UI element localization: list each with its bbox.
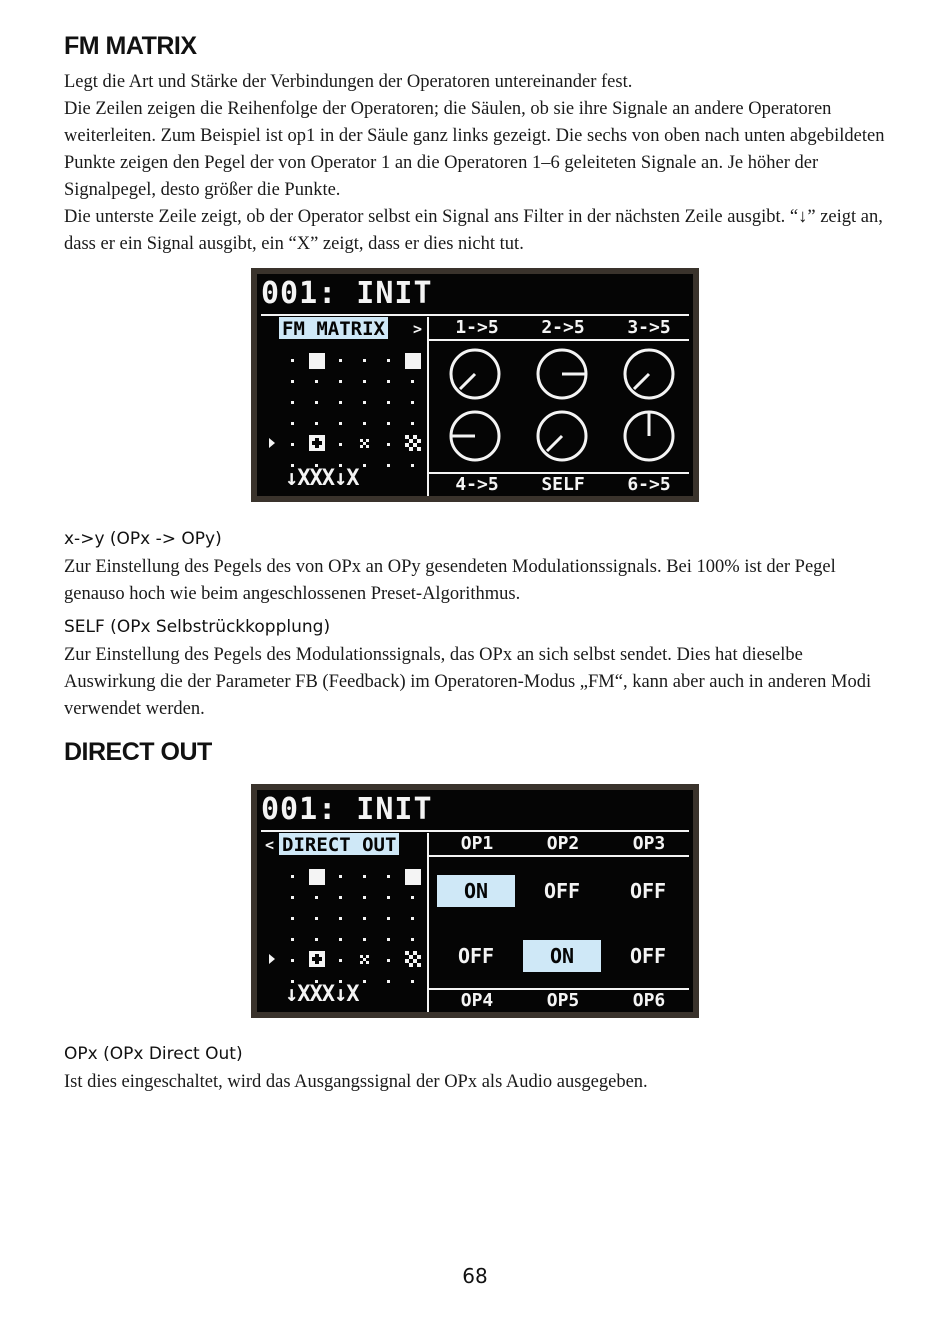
- matrix-cell-large: [405, 353, 421, 369]
- xy-description: Zur Einstellung des Pegels des von OPx an OPy gesendeten Modulationssignals. Bei 100% ist der Pegel genauso hoch wie beim angeschlossenen Preset-Algorithmus.: [64, 557, 836, 604]
- matrix-cell-checker: [405, 951, 421, 967]
- matrix-cell-medium: [360, 439, 369, 448]
- matrix-cell-large: [309, 353, 325, 369]
- divider: [429, 855, 689, 857]
- self-heading: SELF (OPx Selbstrückkopplung): [64, 617, 331, 637]
- direct-out-heading: DIRECT OUT: [64, 738, 212, 766]
- preset-title: 001: INIT: [261, 276, 433, 311]
- toggle-op2[interactable]: OFF: [543, 879, 581, 903]
- header-op5: OP5: [546, 990, 580, 1011]
- header-2-5: 2->5: [541, 317, 585, 338]
- operator-matrix: [257, 342, 429, 492]
- xy-heading: x->y (OPx -> OPy): [64, 529, 222, 549]
- opx-heading: OPx (OPx Direct Out): [64, 1044, 243, 1064]
- divider: [429, 339, 689, 341]
- knob-grid: [431, 344, 693, 472]
- divider: [261, 830, 689, 832]
- toggle-op5[interactable]: ON: [523, 940, 601, 972]
- opx-description: Ist dies eingeschaltet, wird das Ausgangssignal der OPx als Audio ausgegeben.: [64, 1072, 648, 1092]
- header-op2: OP2: [546, 833, 580, 854]
- param-tab-label: FM MATRIX: [279, 317, 388, 339]
- header-4-5: 4->5: [455, 474, 499, 495]
- row-cursor-icon: [269, 954, 275, 964]
- header-op3: OP3: [632, 833, 666, 854]
- tab-arrow-left-icon: <: [265, 836, 275, 854]
- page-number: 68: [462, 1264, 488, 1288]
- matrix-cell-large: [405, 869, 421, 885]
- header-op4: OP4: [460, 990, 494, 1011]
- fm-matrix-intro: [64, 69, 888, 258]
- fm-matrix-heading: FM MATRIX: [64, 32, 197, 60]
- toggle-op4[interactable]: OFF: [457, 944, 495, 968]
- operator-matrix: [257, 858, 429, 1008]
- preset-title: 001: INIT: [261, 792, 433, 827]
- oled-display: [257, 274, 693, 496]
- param-tab: [261, 317, 427, 341]
- header-3-5: 3->5: [627, 317, 671, 338]
- header-self: SELF: [541, 474, 585, 495]
- matrix-cell-medium: [360, 955, 369, 964]
- output-row: ↓XXX↓X: [285, 982, 359, 1007]
- matrix-cell-large: [309, 869, 325, 885]
- tab-arrow-right-icon: >: [413, 320, 423, 338]
- intro-paragraph-3: Die unterste Zeile zeigt, ob der Operator selbst ein Signal ans Filter in der nächsten Zeile ausgibt. “↓” zeigt an, dass er ein Signal ausgibt, ein “X” zeigt, dass er dies nicht tut.: [64, 207, 883, 254]
- row-cursor-icon: [269, 438, 275, 448]
- toggle-op1[interactable]: ON: [437, 875, 515, 907]
- param-tab-label: DIRECT OUT: [279, 833, 399, 855]
- self-description: Zur Einstellung des Pegels des Modulationssignals, das OPx an sich selbst sendet. Dies hat dieselbe Auswirkung die der Parameter FB (Feedback) im Operatoren-Modus „FM“, kann aber auch in anderen Modi verwendet werden.: [64, 645, 872, 719]
- header-6-5: 6->5: [627, 474, 671, 495]
- toggle-op3[interactable]: OFF: [629, 879, 667, 903]
- header-op1: OP1: [460, 833, 494, 854]
- matrix-cell-checker: [405, 435, 421, 451]
- header-1-5: 1->5: [455, 317, 499, 338]
- toggle-op6[interactable]: OFF: [629, 944, 667, 968]
- divider: [261, 314, 689, 316]
- header-op6: OP6: [632, 990, 666, 1011]
- param-tab: [261, 833, 427, 857]
- output-row: ↓XXX↓X: [285, 466, 359, 491]
- intro-paragraph-1: Legt die Art und Stärke der Verbindungen der Operatoren untereinander fest.: [64, 72, 633, 92]
- direct-out-screen: [251, 784, 699, 1018]
- intro-paragraph-2: Die Zeilen zeigen die Reihenfolge der Operatoren; die Säulen, ob sie ihre Signale an andere Operatoren weiterleiten. Zum Beispiel ist op1 in der Säule ganz links gezeigt. Die sechs von oben nach unten abgebildeten Punkte zeigen den Pegel der von Operator 1 an die Operatoren 1–6 geleiteten Signale an. Je höher der Signalpegel, desto größer die Punkte.: [64, 99, 885, 200]
- fm-matrix-screen: [251, 268, 699, 502]
- oled-display: [257, 790, 693, 1012]
